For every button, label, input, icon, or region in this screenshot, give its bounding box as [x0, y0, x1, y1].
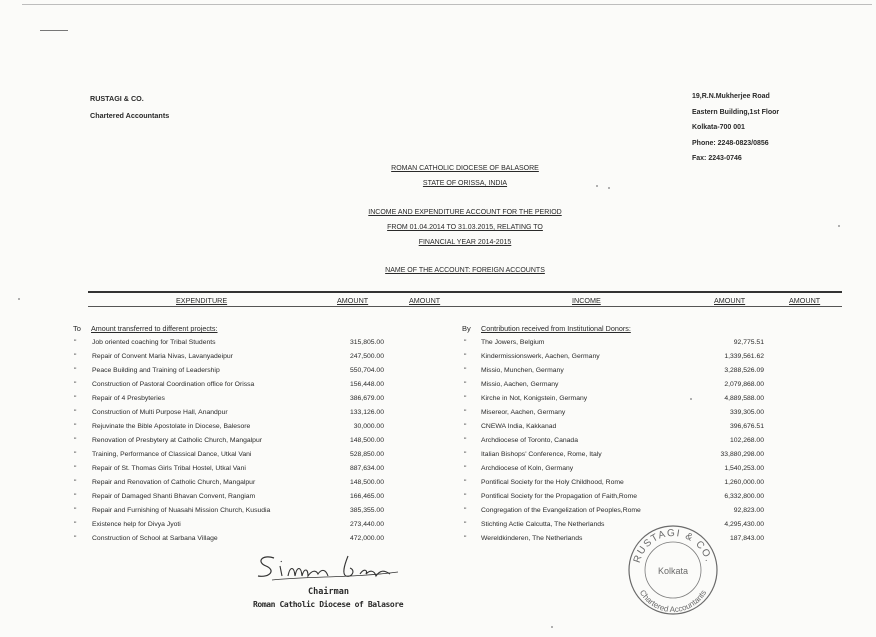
expenditure-amount: 247,500.00	[349, 353, 384, 360]
address-block	[692, 89, 779, 167]
expenditure-label: Repair of Convent Maria Nivas, Lavanyadeipur	[92, 353, 233, 360]
address-fax: Fax: 2243-0746	[692, 155, 742, 163]
ditto-mark: "	[464, 381, 467, 388]
signature-block	[252, 548, 402, 584]
expenditure-amount: 315,805.00	[349, 339, 384, 346]
income-label: Pontifical Society for the Propagation of Faith,Rome	[481, 493, 638, 500]
ditto-mark: "	[464, 479, 467, 486]
expenditure-amount: 386,679.00	[349, 395, 384, 402]
ditto-mark: "	[74, 493, 77, 500]
income-amount: 102,268.00	[729, 437, 764, 444]
expenditure-amount: 887,634.00	[349, 465, 384, 472]
ditto-mark: "	[464, 521, 467, 528]
ditto-mark: "	[74, 507, 77, 514]
income-label: Congregation of the Evangelization of Peoples,Rome	[481, 507, 641, 514]
income-amount: 92,775.51	[733, 339, 764, 346]
income-label: Pontifical Society for the Holy Childhood, Rome	[481, 479, 624, 486]
ditto-mark: "	[464, 353, 467, 360]
account-title-line3: FINANCIAL YEAR 2014-2015	[418, 239, 512, 246]
expenditure-label: Repair and Furnishing of Nuasahi Mission Church, Kusudia	[92, 507, 271, 514]
ditto-mark: "	[464, 437, 467, 444]
expenditure-amount: 30,000.00	[353, 423, 384, 430]
svg-text:Chartered Accountants	[638, 588, 708, 614]
ditto-mark: "	[464, 465, 467, 472]
table-header-rule	[88, 306, 842, 307]
income-label: Kindermissionswerk, Aachen, Germany	[481, 353, 600, 360]
ditto-mark: "	[464, 423, 467, 430]
ditto-mark: "	[74, 451, 77, 458]
income-prefix: By	[462, 324, 471, 333]
ditto-mark: "	[74, 479, 77, 486]
income-label: Misereor, Aachen, Germany	[481, 409, 566, 416]
income-label: Kirche in Not, Konigstein, Germany	[481, 395, 588, 402]
income-amount: 6,332,800.00	[724, 493, 764, 500]
expenditure-label: Peace Building and Training of Leadership	[92, 367, 220, 374]
expenditure-amount: 148,500.00	[349, 437, 384, 444]
ditto-mark: "	[464, 395, 467, 402]
expenditure-label: Repair of Damaged Shanti Bhavan Convent, Rangiam	[92, 493, 256, 500]
income-amount: 396,676.51	[729, 423, 764, 430]
expenditure-label: Rejuvinate the Bible Apostolate in Diocese, Balesore	[92, 423, 251, 430]
address-line2: Eastern Building,1st Floor	[692, 108, 780, 116]
expenditure-amount: 166,465.00	[349, 493, 384, 500]
header-amount-4: AMOUNT	[789, 296, 821, 305]
signature-handwriting	[252, 548, 402, 584]
header-income: INCOME	[572, 296, 601, 305]
expenditure-label: Training, Performance of Classical Dance, Utkal Vani	[92, 451, 252, 458]
stamp-subtitle-text: Chartered Accountants	[637, 588, 709, 615]
ditto-mark: "	[464, 409, 467, 416]
header-amount-3: AMOUNT	[714, 296, 746, 305]
expenditure-label: Construction of Pastoral Coordination office for Orissa	[92, 381, 255, 388]
expenditure-amount: 385,355.00	[349, 507, 384, 514]
account-title-line1: INCOME AND EXPENDITURE ACCOUNT FOR THE PERIOD	[368, 209, 562, 216]
ditto-mark: "	[464, 451, 467, 458]
income-label: Wereldkinderen, The Netherlands	[481, 535, 583, 542]
income-section-title: Contribution received from Institutional Donors:	[481, 324, 631, 333]
income-amount: 4,889,588.00	[724, 395, 764, 402]
expenditure-label: Renovation of Presbytery at Catholic Church, Mangalpur	[92, 437, 263, 444]
expenditure-section-title: Amount transferred to different projects:	[91, 324, 218, 333]
scan-mark	[40, 30, 68, 31]
ditto-mark: "	[464, 367, 467, 374]
expenditure-label: Construction of Multi Purpose Hall, Anandpur	[92, 409, 228, 416]
signatory-role: Chairman	[308, 587, 349, 597]
ditto-mark: "	[74, 353, 77, 360]
income-amount: 1,339,561.62	[724, 353, 764, 360]
expenditure-label: Construction of School at Sarbana Village	[92, 535, 218, 542]
expenditure-amount: 273,440.00	[349, 521, 384, 528]
income-label: Stichting Actie Calcutta, The Netherlands	[481, 521, 605, 528]
address-line1: 19,R.N.Mukherjee Road	[692, 93, 770, 100]
stamp-firm-text: RUSTAGI & CO.	[631, 527, 715, 565]
header-amount-1: AMOUNT	[337, 296, 369, 305]
account-name: NAME OF THE ACCOUNT: FOREIGN ACCOUNTS	[385, 267, 545, 274]
scan-speck	[596, 185, 598, 187]
ditto-mark: "	[74, 409, 77, 416]
scan-speck	[18, 298, 20, 300]
firm-subtitle: Chartered Accountants	[90, 111, 170, 120]
expenditure-prefix: To	[73, 324, 81, 333]
scan-speck	[608, 187, 610, 189]
expenditure-amount: 550,704.00	[349, 367, 384, 374]
income-amount: 1,260,000.00	[724, 479, 764, 486]
expenditure-label: Repair and Renovation of Catholic Church, Mangalpur	[92, 479, 256, 486]
org-title: ROMAN CATHOLIC DIOCESE OF BALASORE	[391, 165, 539, 172]
income-amount: 339,305.00	[729, 409, 764, 416]
ditto-mark: "	[74, 395, 77, 402]
expenditure-amount: 528,850.00	[349, 451, 384, 458]
income-amount: 33,880,298.00	[720, 451, 764, 458]
auditor-stamp-icon	[625, 522, 721, 618]
income-amount: 4,295,430.00	[724, 521, 764, 528]
expenditure-amount: 133,126.00	[349, 409, 384, 416]
income-label: CNEWA India, Kakkanad	[481, 423, 557, 430]
ditto-mark: "	[74, 437, 77, 444]
ditto-mark: "	[464, 339, 467, 346]
firm-name: RUSTAGI & CO.	[90, 94, 144, 103]
ditto-mark: "	[464, 493, 467, 500]
header-amount-2: AMOUNT	[409, 296, 441, 305]
ditto-mark: "	[74, 465, 77, 472]
state-title: STATE OF ORISSA, INDIA	[422, 180, 508, 187]
income-label: The Jowers, Belgium	[481, 339, 545, 346]
scan-speck	[838, 225, 840, 227]
income-label: Missio, Munchen, Germany	[481, 367, 564, 374]
ditto-mark: "	[464, 507, 467, 514]
ditto-mark: "	[74, 367, 77, 374]
table-top-rule	[88, 291, 842, 293]
svg-text:RUSTAGI & CO.	[632, 528, 714, 564]
firm-block	[90, 90, 169, 124]
expenditure-amount: 156,448.00	[349, 381, 384, 388]
signatory-organization: Roman Catholic Diocese of Balasore	[253, 600, 404, 609]
income-label: Archdiocese of Koln, Germany	[481, 465, 574, 472]
scan-top-edge	[22, 4, 872, 5]
scan-speck	[690, 398, 692, 400]
expenditure-label: Repair of 4 Presbyteries	[92, 395, 165, 402]
expenditure-amount: 472,000.00	[349, 535, 384, 542]
income-amount: 187,843.00	[729, 535, 764, 542]
expenditure-label: Existence help for Divya Jyoti	[92, 521, 181, 528]
ditto-mark: "	[74, 339, 77, 346]
stamp-city-text: Kolkata	[657, 566, 689, 576]
address-phone: Phone: 2248-0823/0856	[692, 139, 769, 147]
income-amount: 1,540,253.00	[724, 465, 764, 472]
ditto-mark: "	[74, 423, 77, 430]
scan-speck	[551, 626, 553, 628]
ditto-mark: "	[464, 535, 467, 542]
expenditure-label: Job oriented coaching for Tribal Students	[92, 339, 216, 346]
income-amount: 2,079,868.00	[724, 381, 764, 388]
income-amount: 3,288,526.09	[724, 367, 764, 374]
ditto-mark: "	[74, 535, 77, 542]
account-title-line2: FROM 01.04.2014 TO 31.03.2015, RELATING TO	[387, 224, 543, 231]
expenditure-label: Repair of St. Thomas Girls Tribal Hostel, Utkal Vani	[92, 465, 246, 472]
ditto-mark: "	[74, 521, 77, 528]
income-label: Italian Bishops' Conference, Rome, Italy	[481, 451, 602, 458]
ditto-mark: "	[74, 381, 77, 388]
expenditure-amount: 148,500.00	[349, 479, 384, 486]
income-label: Missio, Aachen, Germany	[481, 381, 559, 388]
address-line3: Kolkata-700 001	[692, 124, 745, 132]
income-label: Archdiocese of Toronto, Canada	[481, 437, 578, 444]
income-amount: 92,823.00	[733, 507, 764, 514]
header-expenditure: EXPENDITURE	[176, 296, 228, 305]
